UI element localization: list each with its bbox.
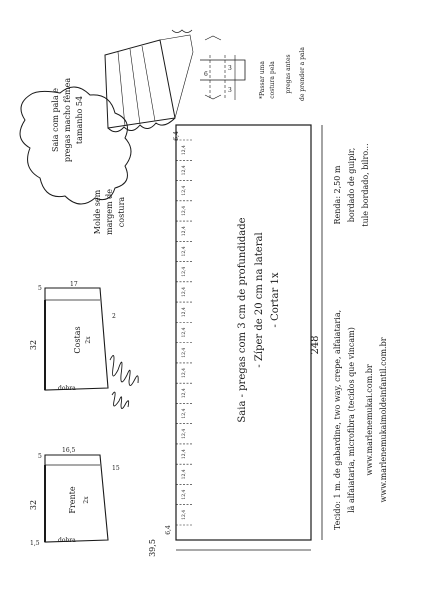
fabric-note [333,310,388,530]
renda-note [333,143,370,226]
costas-name: Costas [73,326,82,354]
pleat-note [259,47,306,101]
renda-line-3: tule bordado, bilro... [361,143,370,227]
frente-dim-15: 15 [112,465,120,472]
pleat-label: 12,4 [182,388,187,399]
website-line-1: www.marlenemukai.com.br [365,364,374,476]
costas-qty: 2x [85,336,92,344]
pleat-label: 12,4 [182,408,187,419]
frente-dim-left: 1,5 [30,540,40,547]
pleat-label: 12,4 [182,286,187,297]
pleat-label: 12,4 [182,368,187,379]
costas-dim-right: 2 [112,313,116,320]
title-line-1: Saia com pala e [51,87,60,153]
pleat-note-line-2: costura pela [269,61,276,99]
pleat-label: 12,4 [182,449,187,460]
molde-line-2: margem de [105,188,114,236]
pleat-label: 12,4 [182,509,187,520]
frente-qty: 2x [83,496,90,504]
molde-line-3: costura [117,196,126,228]
renda-line-1: Renda: 2,50 m [333,165,342,225]
skirt-illustration [105,30,193,132]
pleat-label: 12,4 [182,145,187,156]
frente-piece [29,447,120,547]
costas-dim-side: 17 [70,281,78,288]
pleat-note-line-1: *Passar uma [259,61,266,99]
pleat-label: 12,4 [182,347,187,358]
molde-note [93,189,126,235]
skirt-note-3: - Cortar 1x [270,272,281,328]
molde-line-1: Molde sem [93,189,102,235]
pleat-label: 12,4 [182,428,187,439]
pleat-label: 12,4 [182,226,187,237]
pleat-label: 12,4 [182,307,187,318]
frente-dim-side: 16,5 [62,447,76,454]
pleat-label: 12,4 [182,165,187,176]
renda-line-2: bordado de guipir, [347,147,356,223]
title-line-2: pregas macho fêmea [63,77,72,163]
skirt-length-label: 248 [310,335,321,355]
title-line-3: tamanho 54 [75,95,84,145]
frente-name: Frente [68,486,77,514]
title-cloud [20,78,131,204]
skirt-note-1: Saia - pregas com 3 cm de profundidade [237,217,248,423]
frente-dim-top: 5 [38,453,42,460]
pleat-note-line-3: pregas antes [285,54,292,94]
pleat-label: 12,4 [182,327,187,338]
pleat-label: 12,4 [182,205,187,216]
pleat-label: 12,4 [182,185,187,196]
fabric-line-1: Tecido: 1 m. de gabardine, two way, crepe, alfaiataria, [333,309,342,531]
frente-fold: dobra [58,537,76,544]
costas-dim-top: 5 [38,285,42,292]
pleat-label: 12,4 [182,246,187,257]
pleat-detail [200,36,245,100]
fabric-line-2: lã alfaiataria, microfibra (tecidos que vincam) [347,327,356,513]
skirt-height-label: 39,5 [148,539,157,557]
pleat-label: 12,4 [182,469,187,480]
skirt-pattern [148,125,322,557]
pleat-label: 12,4 [182,489,187,500]
pleat-label: 12,4 [182,266,187,277]
costas-piece [29,281,116,392]
pleat-note-line-4: de prender a pala [299,47,306,101]
pleat-dim-1: 6 [204,71,208,78]
signature [110,356,138,409]
pleat-dim-3: 3 [228,87,232,94]
frente-dim-width: 32 [29,499,38,511]
website-line-2: www.marlenemukaimoldeinfantil.com.br [379,337,388,503]
costas-dim-width: 32 [29,339,38,351]
pleat-dim-2: 3 [228,65,232,72]
skirt-top-left-label: 6,4 [173,131,180,141]
pleat-marks [176,140,192,525]
costas-fold: dobra [58,385,76,392]
skirt-bottom-left-label: 6,4 [165,525,172,535]
skirt-note-2: - Zíper de 20 cm na lateral [254,232,265,368]
